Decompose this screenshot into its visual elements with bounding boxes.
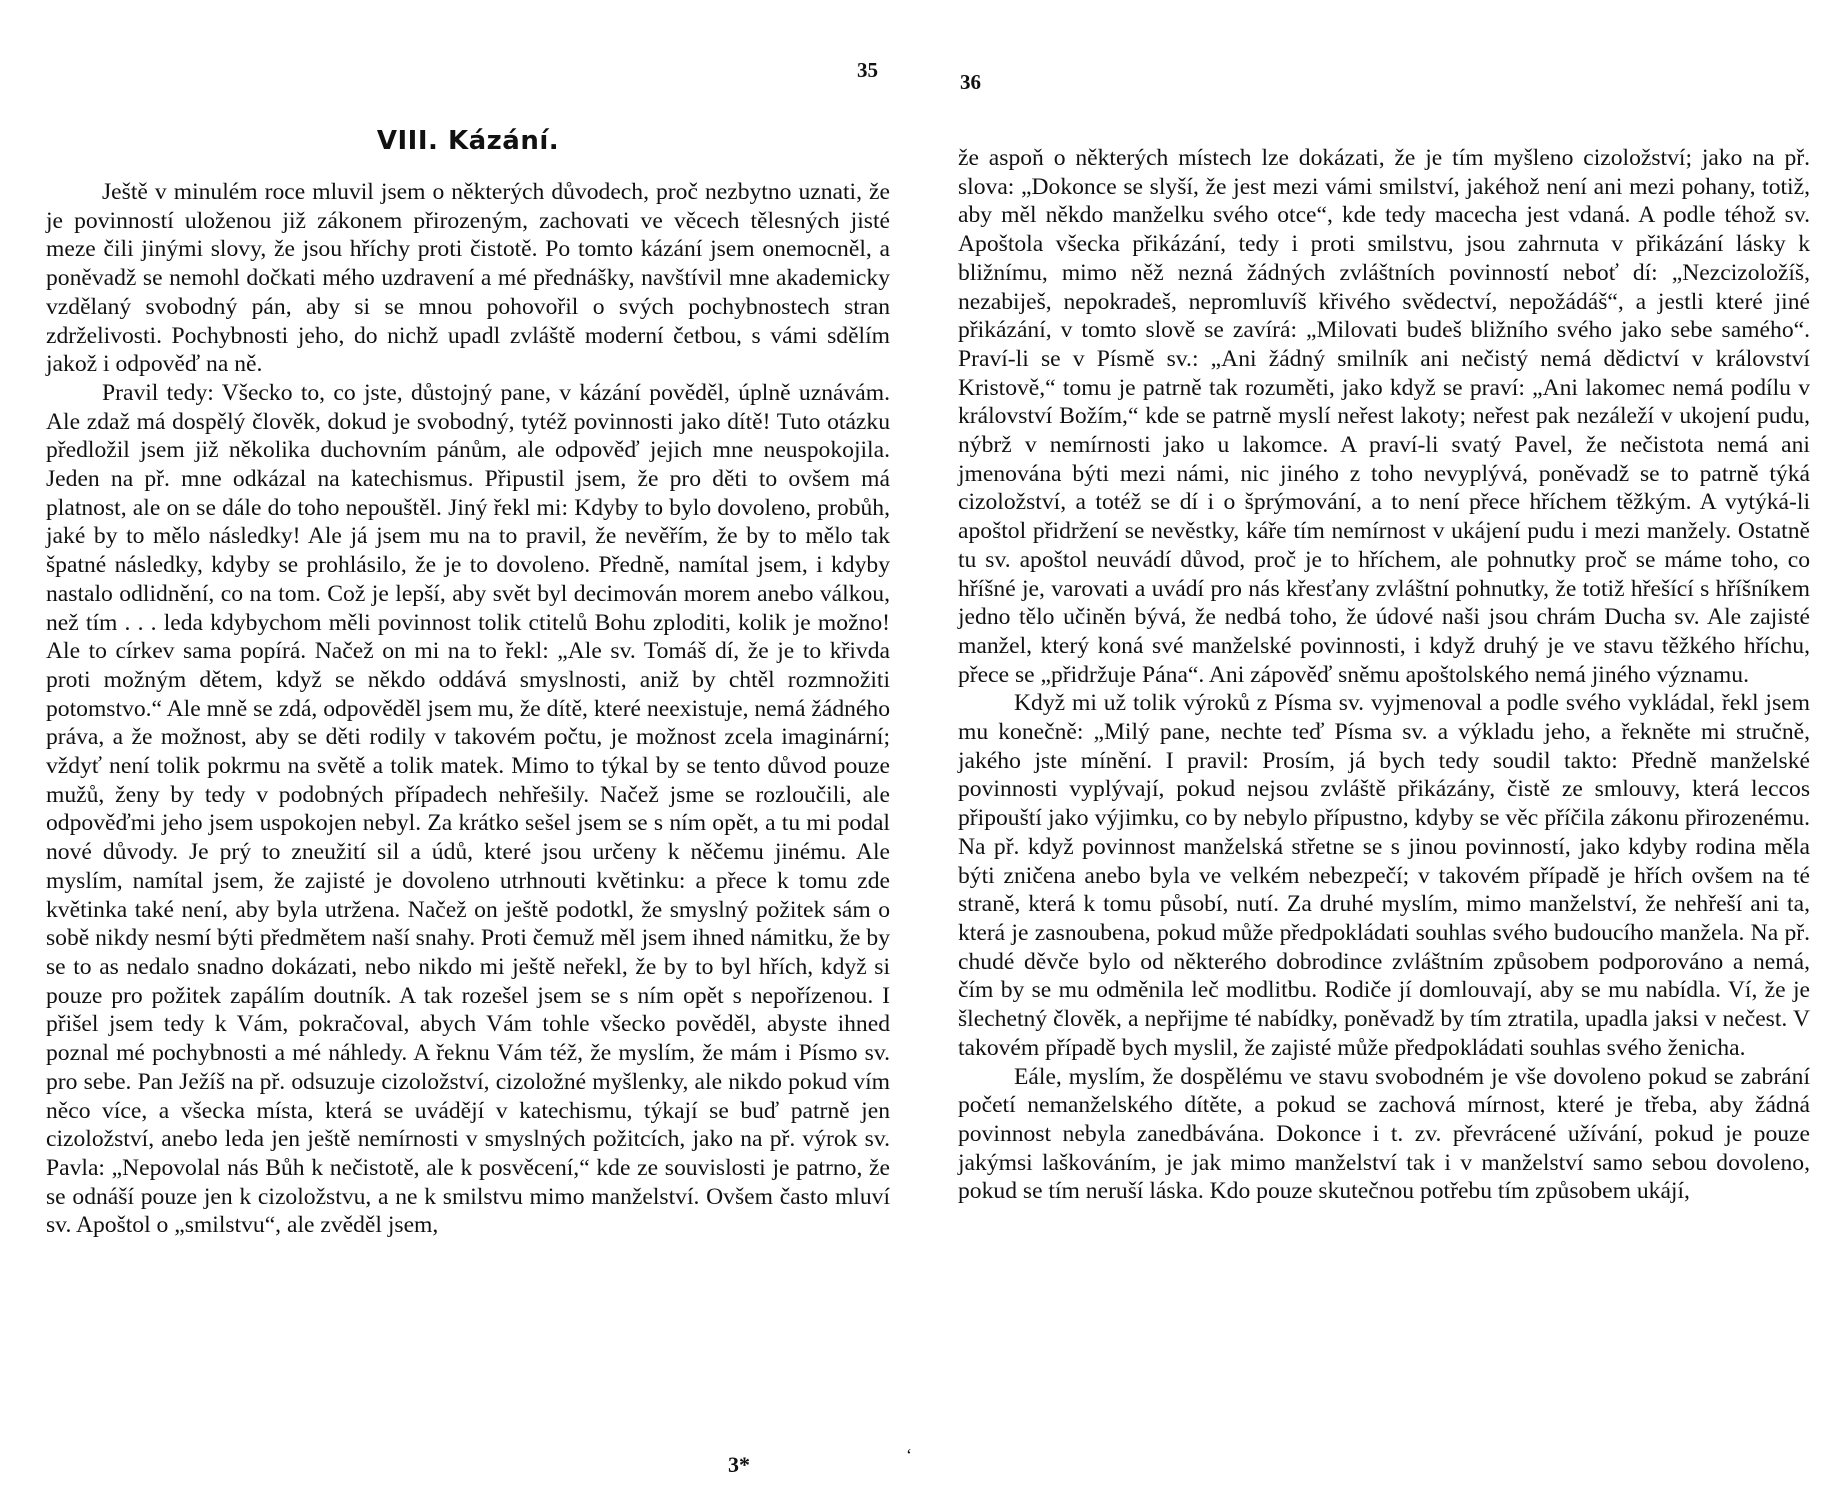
right-page: [916, 0, 1832, 1500]
paragraph: Ještě v minulém roce mluvil jsem o některých důvodech, proč nezbytno uznati, že je povinností uloženou již zákonem přirozeným, zachovati ve věcech tělesných jisté meze čili jinými slovy, že jsou hříchy proti čistotě. Po tomto kázání jsem onemocněl, a poněvadž se nemohl dočkati mého uzdravení a mé přednášky, navštívil mne akademicky vzdělaný svobodný pán, aby si se mnou pohovořil o svých pochybnostech stran zdrželivosti. Pochybnosti jeho, do nichž upadl zvláště moderní četbou, s vámi sdělím jakož i odpověď na ně.: [46, 179, 890, 378]
body-text: [958, 144, 1810, 1206]
paragraph: že aspoň o některých místech lze dokázati, že je tím myšleno cizoložství; jako na př. slova: „Dokonce se slyší, že jest mezi vámi smilství, jakéhož není ani mezi pohany, totiž, aby měl někdo manželku svého otce“, kde tedy macecha jest vdaná. A podle téhož sv. Apoštola všecka přikázání, tedy i proti smilstvu, jsou zahrnuta v přikázání lásky k bližnímu, mimo něž nezná žádných zvláštních povinností neboť dí: „Nezcizoložíš, nezabiješ, nepokradeš, nepromluvíš křivého svědectví, nepožádáš“, a jestli které jiné přikázání, v tomto slově se zavírá: „Milovati budeš bližního svého jako sebe samého“. Praví-li se v Písmě sv.: „Ani žádný smilník ani nečistý nemá dědictví v království Kristově,“ tomu je patrně tak rozuměti, jako když se praví: „Ani lakomec nemá podílu v království Božím,“ kde se patrně myslí neřest lakoty; neřest pak nezáleží v ukojení pudu, nýbrž v nemírnosti jako u lakomce. A praví-li svatý Pavel, že nečistota nemá ani jmenována býti mezi námi, nic jiného z toho nevyplývá, poněvadž se to patrně týká cizoložství, a totéž se dí i o šprýmování, a to není přece hříchem těžkým. A vytýká-li apoštol přidržení se nevěstky, káře tím nemírnost v ukájení pudu i mezi manžely. Ostatně tu sv. apoštol neuvádí důvod, proč je to hříchem, ale pohnutky proč se máme toho, co hříšné je, varovati a uvádí pro nás křesťany zvláštní pohnutky, že totiž hřešící s hříšníkem jedno tělo učiněn bývá, že nedbá toho, že údové naši jsou chrám Ducha sv. Ale zajisté manžel, který koná své manželské povinnosti, i když druhý je ve stavu těžkého hříchu, přece se „přidržuje Pána“. Ani zápověď sněmu apoštolského nemá jiného významu.: [958, 145, 1810, 688]
paragraph: Když mi už tolik výroků z Písma sv. vyjmenoval a podle svého vykládal, řekl jsem mu konečně: „Milý pane, nechte teď Písma sv. a výkladu jeho, a řekněte mi stručně, jakého jste mínění. I pravil: Prosím, já bych tedy soudil takto: Předně manželské povinnosti vyplývají, pokud nejsou zvláště přikázány, čistě ze smlouvy, která leccos připouští jako výjimku, co by nebylo přípustno, kdyby se věc příčila zákonu přirozenému. Na př. když povinnost manželská střetne se s jinou povinností, jako kdyby rodina měla býti zničena anebo byla ve velkém nebezpečí; v takovém případě je hřích ovšem na té straně, která k tomu působí, nutí. Za druhé myslím, mimo manželství, že nehřeší ani ta, která je zasnoubena, pokud může předpokládati souhlas svého budoucího manžela. Na př. chudé děvče bylo od některého dobrodince zvláštním způsobem podporováno a nemá, čím by se mu odměnila leč modlitbu. Rodiče jí domlouvají, aby se mu nabídla. Ví, že je šlechetný člověk, a nepřijme té nabídky, poněvadž by tím ztratila, upadla jaksi v nečest. V takovém případě bych myslil, že zajisté může předpokládati souhlas svého ženicha.: [958, 690, 1810, 1061]
paragraph: Pravil tedy: Všecko to, co jste, důstojný pane, v kázání pověděl, úplně uznávám. Ale zdaž má dospělý člověk, dokud je svobodný, tytéž povinnosti jako dítě! Tuto otázku předložil jsem již několika duchovním pánům, ale odpověď jejich mne neuspokojila. Jeden na př. mne odkázal na katechismus. Připustil jsem, že pro děti to ovšem má platnost, ale on se dále do toho nepouštěl. Jiný řekl mi: Kdyby to bylo dovoleno, probůh, jaké by to mělo následky! Ale já jsem mu na to pravil, že nevěřím, že by to mělo tak špatné následky, kdyby se prohlásilo, že je to dovoleno. Předně, namítal jsem, i kdyby nastalo odlidnění, co na tom. Což je lepší, aby svět byl decimován morem anebo válkou, než tím . . . leda kdybychom měli povinnost tolik ctitelů Bohu zploditi, kolik je možno! Ale to církev sama popírá. Načež on mi na to řekl: „Ale sv. Tomáš dí, že je to křivda proti možným dětem, když se někdo oddává smyslnosti, aniž by chtěl rozmnožiti potomstvo.“ Ale mně se zdá, odpověděl jsem mu, že dítě, které neexistuje, nemá žádného práva, a že možnost, aby se děti rodily v takovém počtu, je možnost zcela imaginární; vždyť není tolik pokrmu na světě a tolik matek. Mimo to týkal by se tento důvod pouze mužů, ženy by tedy v podobných případech nehřešily. Načež jsme se rozloučili, ale odpověďmi jeho jsem uspokojen nebyl. Za krátko sešel jsem se s ním opět, a tu mi podal nové důvody. Je prý to zneužití sil a údů, které jsou určeny k něčemu jinému. Ale myslím, namítal jsem, že zajisté je dovoleno utrhnouti květinku: a přece k tomu zde květinka také není, aby byla utržena. Načež on ještě podotkl, že smyslný požitek sám o sobě nikdy nesmí býti předmětem naší snahy. Proti čemuž měl jsem ihned námitku, že by se to as nedalo snadno dokázati, nebo nikdo mi ještě neřekl, že by to byl hřích, když si pouze pro požitek zapálím doutník. A tak rozešel jsem se s ním opět s nepořízenou. I přišel jsem tedy k Vám, pokračoval, abych Vám tohle všecko pověděl, abyste ihned poznal mé pochybnosti a mé náhledy. A řeknu Vám též, že myslím, že mám i Písmo sv. pro sebe. Pan Ježíš na př. odsuzuje cizoložství, cizoložné myšlenky, ale nikdo pokud vím něco více, a všecka místa, která se uvádějí v katechismu, týkají se buď patrně jen cizoložství, anebo leda jen ještě nemírnosti v smyslných požitcích, jako na př. výrok sv. Pavla: „Nepovolal nás Bůh k nečistotě, ale k posvěcení,“ kde ze souvislosti je patrno, že se odnáší pouze jen k cizoložstvu, a ne k smilstvu mimo manželství. Ovšem často mluví sv. Apoštol o „smilstvu“, ale zvěděl jsem,: [46, 379, 890, 1239]
page-number: 36: [960, 70, 981, 94]
body-text: [46, 178, 890, 1240]
chapter-heading: VIII. Kázání.: [376, 126, 560, 156]
gutter-mark: ‘: [906, 1445, 912, 1465]
printer-signature: 3*: [728, 1452, 750, 1477]
paragraph: Eále, myslím, že dospělému ve stavu svobodném je vše dovoleno pokud se zabrání početí nemanželského dítěte, a pokud se zachová mírnost, které je třeba, aby žádná povinnost nebyla zanedbávána. Dokonce i t. zv. převrácené užívání, pokud je pouze jakýmsi laškováním, je jak mimo manželství tak i v manželství samo sebou dovoleno, pokud se tím neruší láska. Kdo pouze skutečnou potřebu tím způsobem ukájí,: [958, 1063, 1810, 1205]
page-number: 35: [857, 58, 878, 82]
